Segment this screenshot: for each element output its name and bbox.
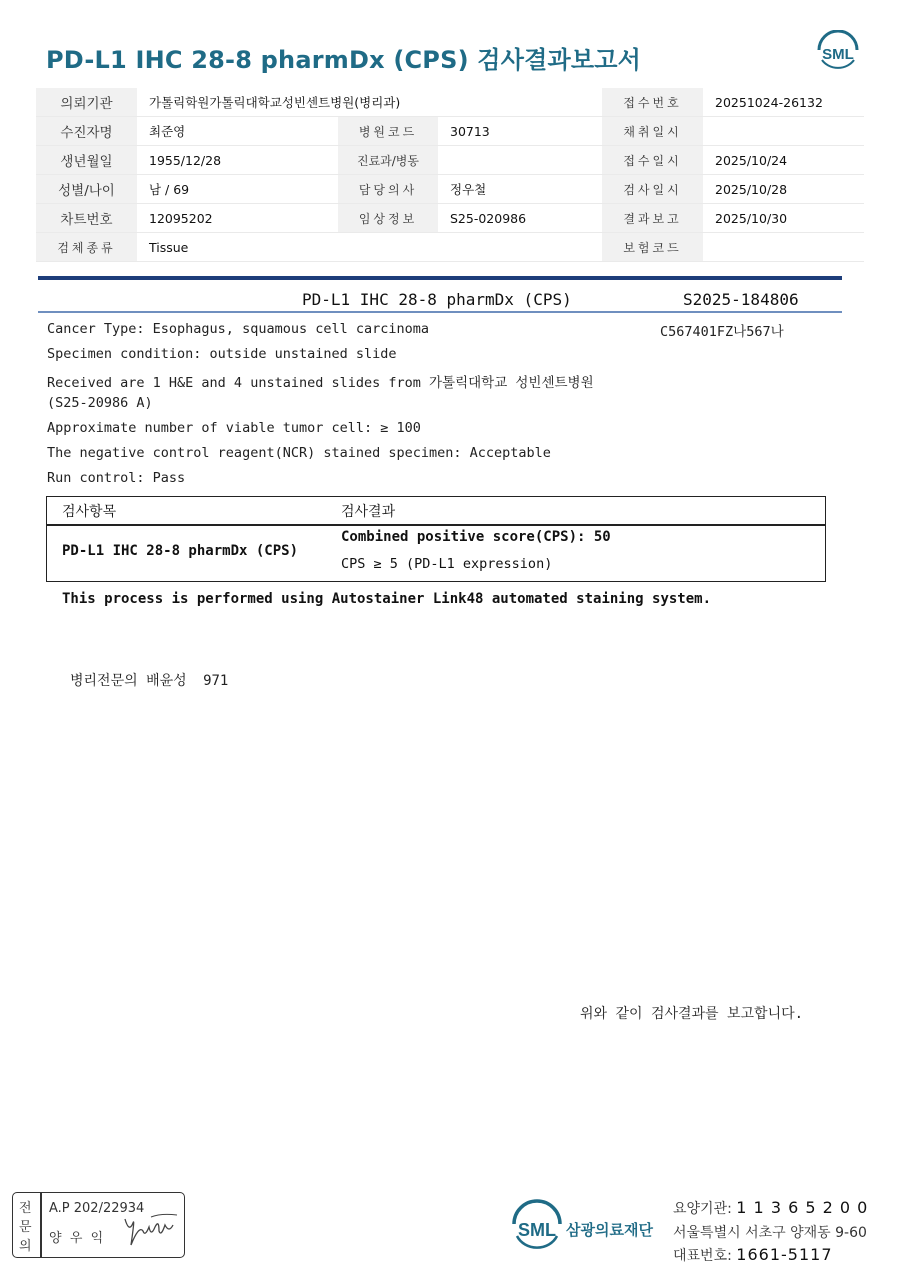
hospital-code-label: 병원코드 — [338, 117, 438, 146]
results-cps-score: Combined positive score(CPS): 50 — [341, 529, 611, 545]
birth-date-label: 생년월일 — [36, 146, 137, 175]
case-number-line: (S25-20986 A) — [47, 395, 153, 411]
chart-number-label: 차트번호 — [36, 204, 137, 233]
specimen-type-label: 검체종류 — [36, 233, 137, 262]
stamp-license: A.P 202/22934 — [49, 1201, 145, 1216]
department-value — [438, 146, 602, 175]
results-header-result: 검사결과 — [341, 504, 396, 520]
organization-name: 삼광의료재단 — [566, 1221, 653, 1239]
results-item: PD-L1 IHC 28-8 pharmDx (CPS) — [62, 543, 299, 559]
stamp-name: 양 우 익 — [49, 1231, 104, 1246]
stamp-divider — [40, 1193, 42, 1257]
run-control-line: Run control: Pass — [47, 470, 186, 486]
section-divider-thin — [38, 311, 842, 313]
handwritten-signature-icon — [121, 1209, 183, 1251]
result-report-label: 결과보고 — [602, 204, 703, 233]
specimen-type-value: Tissue — [137, 233, 602, 262]
table-row — [36, 146, 864, 175]
patient-name-value: 최준영 — [137, 117, 338, 146]
closing-statement: 위와 같이 검사결과를 보고합니다. — [580, 1006, 804, 1022]
table-row — [36, 204, 864, 233]
results-cps-interpretation: CPS ≥ 5 (PD-L1 expression) — [341, 556, 553, 572]
section-title: PD-L1 IHC 28-8 pharmDx (CPS) — [302, 290, 572, 309]
insurance-code-value — [703, 233, 864, 262]
section-code: S2025-184806 — [683, 290, 799, 309]
specialist-stamp — [12, 1192, 185, 1258]
attending-doctor-label: 담당의사 — [338, 175, 438, 204]
results-table — [46, 496, 826, 582]
specimen-condition-line: Specimen condition: outside unstained slide — [47, 346, 397, 362]
tumor-cell-line: Approximate number of viable tumor cell: ≥ 100 — [47, 420, 421, 436]
hospital-code-value: 30713 — [438, 117, 602, 146]
test-date-label: 검사일시 — [602, 175, 703, 204]
cancer-type-line: Cancer Type: Esophagus, squamous cell carcinoma — [47, 321, 430, 337]
institution-code-label: 요양기관: — [673, 1201, 732, 1217]
insurance-code-label: 보험코드 — [602, 233, 703, 262]
birth-date-value: 1955/12/28 — [137, 146, 338, 175]
phone-line — [673, 1245, 833, 1265]
sml-logo-icon — [813, 30, 863, 76]
attending-doctor-value: 정우철 — [438, 175, 602, 204]
chart-number-value: 12095202 — [137, 204, 338, 233]
collection-date-value — [703, 117, 864, 146]
results-header-item: 검사항목 — [62, 504, 117, 520]
svg-text:SML: SML — [518, 1220, 556, 1240]
institution-code-line — [673, 1198, 868, 1218]
pathologist-license: 971 — [203, 673, 229, 689]
table-row — [36, 175, 864, 204]
institution-code-value: 1 1 3 6 5 2 0 0 — [736, 1198, 869, 1217]
receipt-date-value: 2025/10/24 — [703, 146, 864, 175]
stamp-vertical-char: 전 — [19, 1201, 32, 1216]
clinical-info-label: 임상정보 — [338, 204, 438, 233]
table-row — [36, 233, 864, 262]
address-line: 서울특별시 서초구 양재동 9-60 — [673, 1225, 867, 1241]
test-date-value: 2025/10/28 — [703, 175, 864, 204]
process-note: This process is performed using Autostainer Link48 automated staining system. — [62, 591, 712, 607]
received-slides-line: Received are 1 H&E and 4 unstained slides from 가톨릭대학교 성빈센트병원 — [47, 375, 594, 391]
collection-date-label: 채취일시 — [602, 117, 703, 146]
stamp-vertical-char: 문 — [19, 1220, 32, 1235]
department-label: 진료과/병동 — [338, 146, 438, 175]
patient-info-table — [36, 88, 864, 262]
svg-text:SML: SML — [822, 46, 854, 63]
section-divider-thick — [38, 276, 842, 280]
receipt-date-label: 접수일시 — [602, 146, 703, 175]
sex-age-label: 성별/나이 — [36, 175, 137, 204]
results-header-divider — [47, 524, 825, 526]
phone-value: 1661-5117 — [736, 1245, 833, 1264]
receipt-number-label: 접수번호 — [602, 88, 703, 117]
requesting-institution-value: 가톨릭학원가톨릭대학교성빈센트병원(병리과) — [137, 88, 602, 117]
stamp-vertical-char: 의 — [19, 1239, 32, 1254]
ncr-line: The negative control reagent(NCR) stained specimen: Acceptable — [47, 445, 551, 461]
table-row — [36, 88, 864, 117]
clinical-info-value: S25-020986 — [438, 204, 602, 233]
phone-label: 대표번호: — [673, 1248, 732, 1264]
requesting-institution-label: 의뢰기관 — [36, 88, 137, 117]
pathologist-name: 배윤성 — [146, 673, 187, 689]
sml-footer-logo-icon — [508, 1198, 566, 1258]
report-title: PD-L1 IHC 28-8 pharmDx (CPS) 검사결과보고서 — [46, 46, 641, 74]
patient-name-label: 수진자명 — [36, 117, 137, 146]
table-row — [36, 117, 864, 146]
pathologist-signature-line — [70, 670, 228, 690]
receipt-number-value: 20251024-26132 — [703, 88, 864, 117]
pathologist-label: 병리전문의 — [70, 673, 138, 689]
result-report-value: 2025/10/30 — [703, 204, 864, 233]
specimen-side-code: C567401FZ나567나 — [660, 324, 784, 340]
sex-age-value: 남 / 69 — [137, 175, 338, 204]
